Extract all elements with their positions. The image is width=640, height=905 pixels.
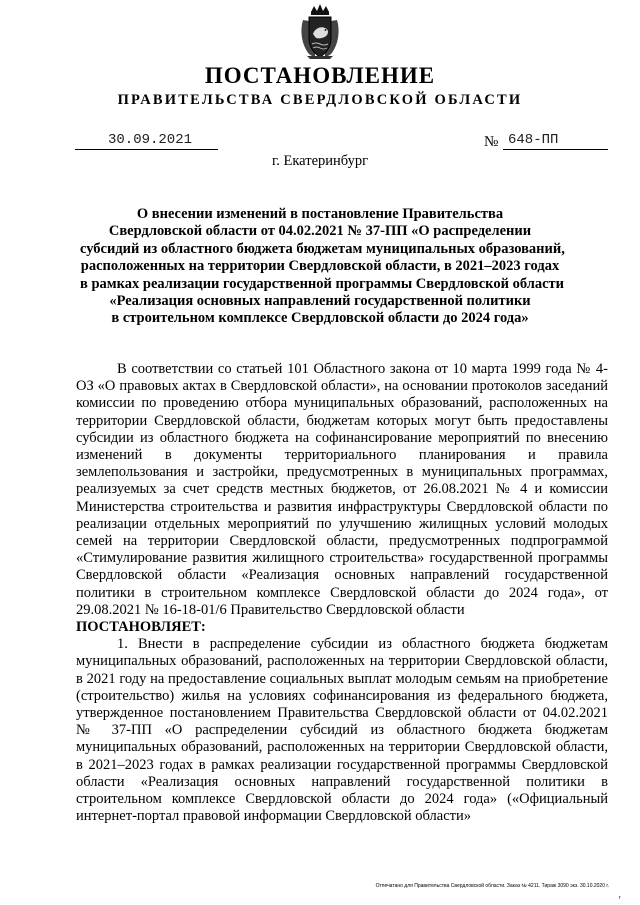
heading-line: «Реализация основных направлений государственной политики: [109, 293, 531, 310]
heading-line: субсидий из областного бюджета бюджетам муниципальных образований,: [80, 240, 565, 257]
item-1-paragraph: 1. Внести в распределение субсидии из областного бюджета бюджетам муниципальных образований, расположенных на территории Свердловской области, в 2021 году на предоставление социальных выплат молодым семьям на приобретение (строительство) жилья на условиях софинансирования из федерального бюджета, утвержденное постановлением Правительства Свердловской области от 04.02.2021 № 37-ПП «О распределении субсидий из областного бюджета бюджетам муниципальных образований, расположенных на территории Свердловской области, в 2021–2023 годах в рамках реализации государственной программы Свердловской области «Реализация основных направлений государственной политики в строительном комплексе Свердловской области до 2024 года» («Официальный интернет-портал правовой информации Свердловской области»: [76, 636, 608, 825]
document-subtitle: ПРАВИТЕЛЬСТВА СВЕРДЛОВСКОЙ ОБЛАСТИ: [117, 92, 523, 108]
corner-mark: г: [619, 895, 621, 901]
document-heading: [80, 206, 565, 328]
heading-line: расположенных на территории Свердловской области, в 2021–2023 годах: [80, 258, 560, 275]
coat-of-arms-icon: [297, 2, 343, 60]
heading-line: О внесении изменений в постановление Правительства: [136, 206, 504, 222]
document-number: 648-ПП: [508, 132, 559, 148]
date-underline: [75, 149, 218, 150]
heading-line: в строительном комплексе Свердловской области до 2024 года»: [111, 310, 529, 327]
heading-line: Свердловской области от 04.02.2021 № 37-ПП «О распределении: [108, 223, 532, 240]
document-title: ПОСТАНОВЛЕНИЕ: [204, 63, 436, 88]
preamble-paragraph: В соответствии со статьей 101 Областного закона от 10 марта 1999 года № 4-ОЗ «О правовых актах в Свердловской области», на основании протоколов заседаний комиссии по проведению отбора муниципальных образований, расположенных на территории Свердловской области, бюджетам которых могут быть предоставлены субсидии из областного бюджета на софинансирование мероприятий по внесению изменений в документы территориального планирования и правила землепользования и застройки, предусмотренных в муниципальных программах, реализуемых за счет средств местных бюджетов, от 26.08.2021 № 4 и комиссии Министерства строительства и развития инфраструктуры Свердловской области по реализации отдельных мероприятий по улучшению жилищных условий молодых семей на территории Свердловской области, предусмотренных подпрограммой «Стимулирование развития жилищного строительства» государственной программы Свердловской области «Реализация основных направлений государственной политики в строительном комплексе Свердловской области до 2024 года», от 29.08.2021 № 16-18-01/6 Правительство Свердловской области: [76, 361, 608, 618]
number-label: №: [484, 134, 499, 150]
heading-line: в рамках реализации государственной программы Свердловской области: [80, 275, 565, 292]
document-date: 30.09.2021: [108, 132, 193, 148]
resolve-heading: ПОСТАНОВЛЯЕТ:: [76, 619, 206, 636]
document-city: г. Екатеринбург: [271, 153, 369, 169]
document-body: [76, 361, 608, 825]
print-info-footer: Отпечатано для Правительства Свердловской области. Заказ № 4211. Тираж 3090 экз. 30.10.2020 г.: [375, 883, 609, 889]
number-underline: [503, 149, 608, 150]
